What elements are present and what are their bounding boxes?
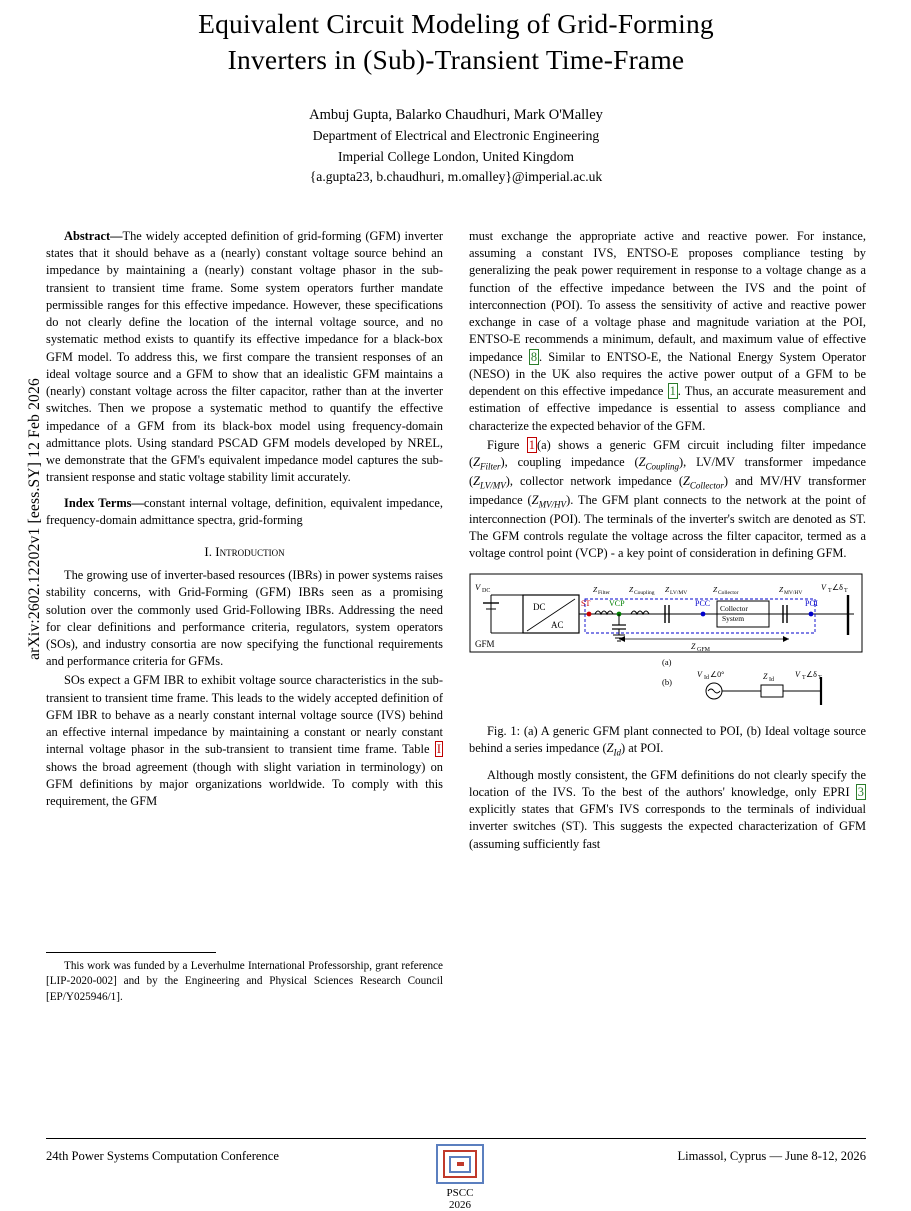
- figure-1: [469, 573, 866, 759]
- right-p2-part-a: Figure: [487, 437, 520, 452]
- intro-paragraph-2: [46, 672, 443, 810]
- right-p2-part-b: (a) shows a generic GFM circuit including filter impedance $(Z_{Filter})$, coupling impedance $(Z_{Coupling})$, LV/MV transformer impedance $(Z_{LV/MV})$, collector network impedance $(Z_{Collector})$ and MV/HV transformer impedance $(Z_{MV/HV})$. The GFM plant connects to the network at the point of interconnection (POI). The terminals of the inverter's switch are denoted as ST. The GFM controls regulate the voltage across the filter capacitor, termed as a voltage control point (VCP) - a key point of consideration in defining GFM.: [469, 437, 867, 561]
- svg-text:Z: Z: [665, 584, 670, 594]
- funding-footnote: This work was funded by a Leverhulme International Professorship, grant reference [LIP-2020-002] and by the Engineering and Physical Sciences Research Council [EP/Y025946/1].: [46, 960, 443, 1003]
- svg-text:Z: Z: [691, 641, 696, 651]
- right-p3-part-a: Although mostly consistent, the GFM definitions do not clearly specify the location of the IVS. To the best of the authors' knowledge, only EPRI: [469, 767, 866, 799]
- paper-header: [46, 0, 866, 188]
- svg-text:ST: ST: [581, 598, 591, 608]
- svg-text:V: V: [821, 582, 826, 592]
- svg-text:T: T: [818, 674, 822, 681]
- citation-link-1[interactable]: 1: [669, 384, 676, 399]
- right-p1-part-b: . Similar to ENTSO-E, the National Energy System Operator (NESO) in the UK also requires the active power output of a GFM to be dependent on this effective impedance: [469, 349, 866, 399]
- svg-text:T: T: [828, 587, 832, 594]
- svg-text:MV/HV: MV/HV: [784, 589, 803, 596]
- svg-text:VCP: VCP: [609, 598, 625, 608]
- gfm-circuit-diagram: [469, 573, 866, 725]
- abstract-text: The widely accepted definition of grid-forming (GFM) inverter states that it should behave as a (nearly) constant voltage source behind an impedance by maintaining a (nearly) constant voltage phasor in the sub-transient to transient time frame. Some system operators further mandate permissible ranges for this effective impedance. However, these specifications do not clearly define the location of the internal voltage source, and no systematic method exists to quantify its effective impedance for a black-box GFM model. To address this, we first compare the transient responses of an ideal voltage source and a GFM to show that an idealistic GFM maintains a (nearly) constant voltage across the filter capacitor, rather than at the inverter switches. Then we propose a systematic method to quantify the effective impedance of a GFM from its black-box model using frequency-domain admittance plots. Using standard PSCAD GFM models developed by NREL, we demonstrate that the GFM's equivalent impedance model captures the sub-transient response and static voltage stability limit accurately.: [46, 229, 443, 485]
- pscc-logo-inner-2: [449, 1156, 471, 1173]
- intro-p2-part-a: SOs expect a GFM IBR to exhibit voltage source characteristics in the sub-transient to transient time frame. This leads to the widely accepted definition of GFM IBR to behave as a nearly constant internal voltage source (IVS) behind an effective internal impedance by maintaining a constant or nearly constant internal voltage phasor in the sub-transient to transient time frame. Table: [46, 673, 443, 757]
- svg-text:Id: Id: [769, 676, 774, 683]
- svg-text:System: System: [722, 613, 745, 623]
- table-reference-link[interactable]: I: [436, 742, 441, 757]
- index-terms-paragraph: [46, 495, 443, 529]
- two-column-body: [46, 228, 866, 1007]
- svg-text:V: V: [475, 581, 481, 592]
- footnote-divider: [46, 952, 216, 953]
- svg-text:(a): (a): [662, 656, 672, 667]
- svg-text:DC: DC: [482, 587, 491, 594]
- pscc-logo: [436, 1144, 484, 1211]
- arxiv-stamp: arXiv:2602.12202v1 [eess.SY] 12 Feb 2026: [26, 378, 43, 660]
- svg-text:POI: POI: [805, 598, 818, 608]
- footer-location-date: Limassol, Cyprus — June 8-12, 2026: [677, 1149, 866, 1163]
- intro-paragraph-1: The growing use of inverter-based resources (IBRs) in power systems raises stability concerns, with Grid-Forming (GFM) IBRs seen as a promising solution over the commonly used Grid-Following IBRs. Addressing the need for clear definitions and performance criteria, regulators, system operators (SOs), and industry consortia are now specifying the functional requirements and performance criteria for GFMs.: [46, 568, 443, 669]
- title-line-2: Inverters in (Sub)-Transient Time-Frame: [227, 44, 685, 76]
- svg-text:Filter: Filter: [598, 589, 610, 596]
- svg-text:Z: Z: [629, 584, 634, 594]
- right-p3-part-b: explicitly states that GFM's IVS corresponds to the terminals of individual inverter switches (ST). This suggests the expected characterization of GFM (assuming sufficiently fast: [469, 802, 866, 851]
- svg-text:DC: DC: [533, 601, 546, 612]
- section-number: I.: [204, 543, 212, 559]
- abstract-paragraph: [46, 228, 443, 487]
- right-paragraph-1: [469, 228, 866, 435]
- svg-text:V: V: [697, 669, 702, 679]
- pscc-logo-label: PSCC 2026: [446, 1187, 474, 1211]
- title-line-1: Equivalent Circuit Modeling of Grid-Forming: [198, 8, 714, 39]
- svg-text:Collector: Collector: [720, 603, 748, 613]
- svg-text:V: V: [795, 669, 800, 679]
- footer-conference-name: 24th Power Systems Computation Conference: [46, 1149, 279, 1163]
- svg-text:Id: Id: [704, 674, 709, 681]
- figure-reference-link[interactable]: 1: [528, 437, 535, 452]
- footer-divider: [46, 1138, 866, 1139]
- svg-text:Z: Z: [779, 584, 784, 594]
- affiliation-institution: Imperial College London, United Kingdom: [338, 148, 574, 164]
- left-column: [46, 228, 443, 1007]
- page-title: [46, 6, 866, 79]
- abstract-label: Abstract—: [64, 229, 123, 243]
- svg-text:Z: Z: [763, 671, 768, 681]
- svg-text:PCC: PCC: [695, 598, 711, 608]
- section-title: Introduction: [215, 543, 285, 559]
- svg-text:GFM: GFM: [697, 646, 711, 653]
- citation-link-8[interactable]: 8: [530, 349, 538, 364]
- pscc-logo-inner-1: [443, 1150, 477, 1178]
- index-terms-label: Index Terms—: [64, 495, 144, 510]
- svg-text:Z: Z: [713, 584, 718, 594]
- section-heading-introduction: [46, 543, 443, 561]
- figure-caption-label: Fig. 1:: [487, 723, 521, 738]
- svg-text:T: T: [844, 587, 848, 594]
- figure-caption-text: (a) A generic GFM plant connected to POI, (b) Ideal voltage source behind a series impedance $(Z_{Id})$ at POI.: [469, 723, 866, 758]
- pscc-logo-inner-3: [457, 1162, 464, 1166]
- figure-1-caption: [469, 723, 866, 759]
- affiliation-email: {a.gupta23, b.chaudhuri, m.omalley}@imperial.ac.uk: [309, 169, 603, 185]
- svg-text:Z: Z: [593, 584, 598, 594]
- right-paragraph-2: [469, 437, 866, 563]
- svg-text:∠0°: ∠0°: [710, 669, 725, 679]
- right-column: [469, 228, 866, 1007]
- index-terms-text: constant internal voltage, definition, equivalent impedance, frequency-domain admittance spectra, grid-forming: [46, 495, 443, 527]
- svg-text:Coupling: Coupling: [634, 589, 655, 596]
- authors: Ambuj Gupta, Balarko Chaudhuri, Mark O'Malley: [309, 106, 603, 123]
- page-footer: [46, 1138, 866, 1211]
- affiliation-dept: Department of Electrical and Electronic Engineering: [312, 128, 600, 144]
- svg-text:GFM: GFM: [475, 638, 495, 649]
- svg-text:Collector: Collector: [718, 589, 739, 596]
- svg-text:∠δ: ∠δ: [806, 669, 817, 679]
- citation-link-3[interactable]: 3: [857, 784, 864, 799]
- right-paragraph-3: [469, 767, 866, 853]
- intro-p2-part-b: shows the broad agreement (though with slight variation in terminology) on GFM definitions by major organizations worldwide. To comply with this requirement, the GFM: [46, 759, 443, 809]
- svg-text:AC: AC: [551, 619, 564, 630]
- pscc-logo-mark: [436, 1144, 484, 1184]
- right-p1-part-a: must exchange the appropriate active and reactive power. For instance, assuming a constant IVS, ENTSO-E proposes compliance testing by generalizing the peak power requirement in response to a voltage change as a function of the effective impedance between the IVS and the point of interconnection (POI). To assess the sensitivity of active and reactive power exchange in case of a voltage phase and magnitude variation at the POI, ENTSO-E recommends a minimum, default, and maximum value of effective impedance: [469, 229, 866, 364]
- svg-text:∠δ: ∠δ: [832, 582, 843, 592]
- svg-text:(b): (b): [662, 676, 672, 687]
- right-p1-part-c: . Thus, an accurate measurement and estimation of effective impedance is essential to assess compliance and characterize the expected behavior of the GFM.: [469, 384, 866, 433]
- svg-text:T: T: [802, 674, 806, 681]
- svg-text:LV/MV: LV/MV: [670, 589, 688, 596]
- figure-1-graphic: [469, 573, 866, 723]
